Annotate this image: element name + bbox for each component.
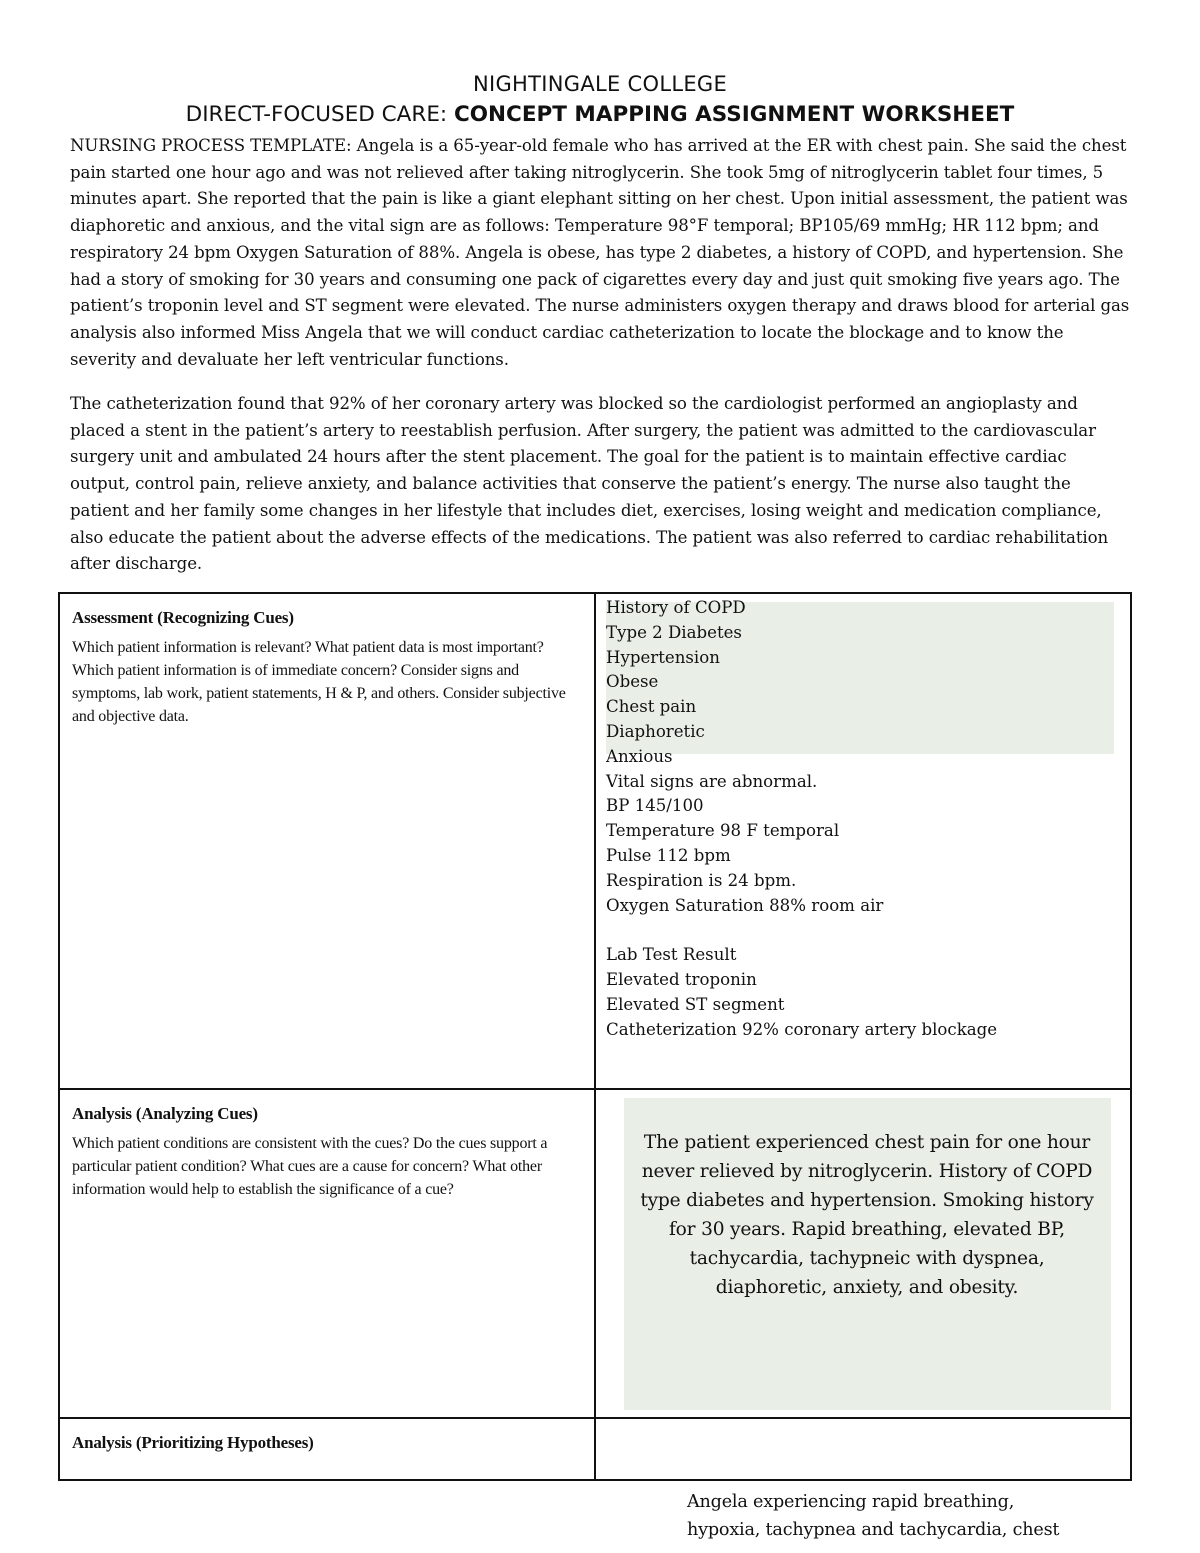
prioritizing-heading: Analysis (Prioritizing Hypotheses) (72, 1433, 314, 1452)
prioritizing-overflow-text (687, 1488, 1157, 1544)
cue-item: Respiration is 24 bpm. (606, 870, 797, 890)
assessment-answer-cell[interactable] (595, 593, 1131, 1089)
analysis-cues-answer-cell[interactable] (595, 1089, 1131, 1418)
assessment-row (59, 593, 1131, 1089)
prioritizing-answer-cell[interactable] (595, 1418, 1131, 1480)
worksheet-table (58, 592, 1132, 1481)
case-paragraph-2: The catheterization found that 92% of her coronary artery was blocked so the cardiologist performed an angioplasty and placed a stent in the patient’s artery to reestablish perfusion. After surgery, the patient was admitted to the cardiovascular surgery unit and ambulated 24 hours after the stent placement. The goal for the patient is to maintain effective cardiac output, control pain, relieve anxiety, and balance activities that conserve the patient’s energy. The nurse also taught the patient and her family some changes in her lifestyle that includes diet, exercises, losing weight and medication compliance, also educate the patient about the adverse effects of the medications. The patient was also referred to cardiac rehabilitation after discharge. (70, 394, 1109, 574)
lab-item: Elevated troponin (606, 969, 757, 989)
case-paragraph-1: NURSING PROCESS TEMPLATE: Angela is a 65-year-old female who has arrived at the ER with chest pain. She said the chest pain started one hour ago and was not relieved after taking nitroglycerin. She took 5mg of nitroglycerin tablet four times, 5 minutes apart. She reported that the pain is like a giant elephant sitting on her chest. Upon initial assessment, the patient was diaphoretic and anxious, and the vital sign are as follows: Temperature 98°F temporal; BP105/69 mmHg; HR 112 bpm; and respiratory 24 bpm Oxygen Saturation of 88%. Angela is obese, has type 2 diabetes, a history of COPD, and hypertension. She had a story of smoking for 30 years and consuming one pack of cigarettes every day and just quit smoking five years ago. The patient’s troponin level and ST segment were elevated. The nurse administers oxygen therapy and draws blood for arterial gas analysis also informed Miss Angela that we will conduct cardiac catheterization to locate the blockage and to know the severity and devaluate her left ventricular functions. (70, 136, 1130, 369)
cue-list (606, 596, 1116, 1042)
lab-item: Elevated ST segment (606, 994, 785, 1014)
cue-item: Temperature 98 F temporal (606, 821, 840, 841)
spacer (606, 918, 1116, 943)
cue-item: Pulse 112 bpm (606, 845, 731, 865)
analysis-cues-heading: Analysis (Analyzing Cues) (72, 1104, 258, 1123)
cue-item: Hypertension (606, 647, 720, 667)
prioritizing-row (59, 1418, 1131, 1480)
analysis-cues-prompt-cell (59, 1089, 595, 1418)
cue-item: Oxygen Saturation 88% room air (606, 895, 884, 915)
cue-item: BP 145/100 (606, 796, 704, 816)
college-name: NIGHTINGALE COLLEGE (472, 72, 728, 96)
cue-item: Vital signs are abnormal. (606, 771, 818, 791)
cue-item: History of COPD (606, 598, 746, 617)
lab-item: Catheterization 92% coronary artery blockage (606, 1019, 998, 1039)
cue-item: Anxious (606, 746, 673, 766)
worksheet-title (0, 102, 1200, 127)
prioritizing-prompt-cell (59, 1418, 595, 1480)
overflow-line-1: Angela experiencing rapid breathing, (687, 1492, 1015, 1512)
lab-heading: Lab Test Result (606, 945, 737, 965)
title-bold: CONCEPT MAPPING ASSIGNMENT WORKSHEET (454, 102, 1015, 127)
assessment-prompt-cell (59, 593, 595, 1089)
cue-item: Chest pain (606, 697, 697, 717)
cue-item: Obese (606, 672, 659, 692)
assessment-description: Which patient information is relevant? What patient data is most important? Which patient information is of immediate concern? Consider signs and symptoms, lab work, patient statements, H & P, and others. Consider subjective and objective data. (72, 639, 566, 725)
analysis-cues-row (59, 1089, 1131, 1418)
cue-item: Type 2 Diabetes (606, 622, 742, 642)
cue-item: Diaphoretic (606, 721, 705, 741)
analysis-cues-answer: The patient experienced chest pain for one hour never relieved by nitroglycerin. History of COPD type diabetes and hypertension. Smoking history for 30 years. Rapid breathing, elevated BP, tachycardia, tachypneic with dyspnea, diaphoretic, anxiety, and obesity. (640, 1132, 1094, 1298)
title-prefix: DIRECT-FOCUSED CARE: (185, 102, 454, 127)
analysis-cues-description: Which patient conditions are consistent with the cues? Do the cues support a particular patient condition? What cues are a cause for concern? What other information would help to establish the significance of a cue? (72, 1135, 548, 1198)
overflow-line-2: hypoxia, tachypnea and tachycardia, chest (687, 1520, 1060, 1540)
assessment-heading: Assessment (Recognizing Cues) (72, 608, 294, 627)
